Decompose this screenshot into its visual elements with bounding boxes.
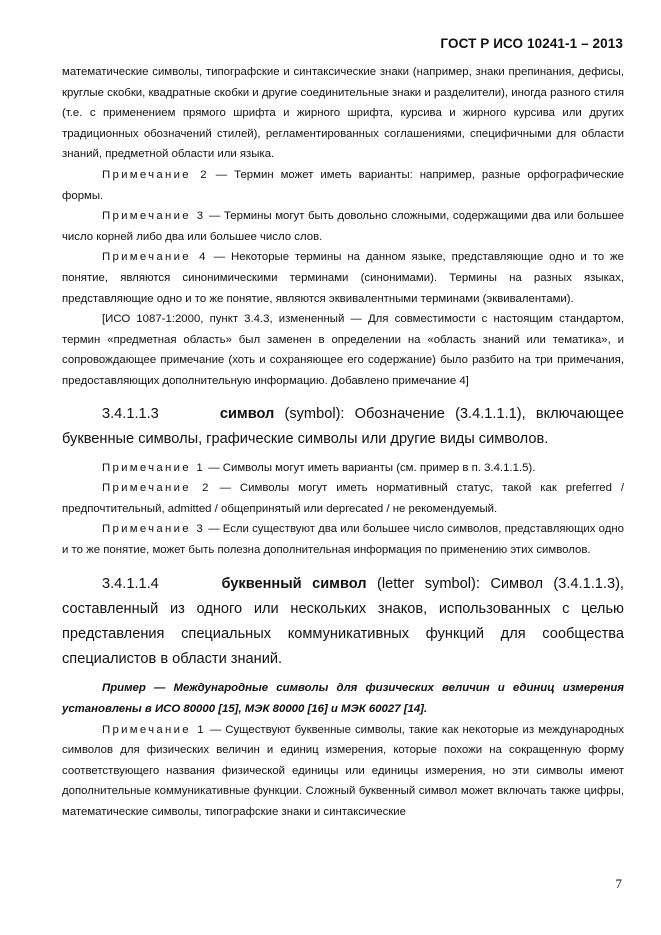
note-label: Примечание 1 xyxy=(102,461,206,474)
clause-3-4-1-1-4 xyxy=(62,572,624,672)
paragraph-continuation: математические символы, типографские и синтаксические знаки (например, знаки препинания, дефисы, круглые скобки, квадратные скобки и другие соединительные знаки и разделители), иногда разного стиля (т.е. с применением прямого шрифта и жирного шрифта, курсива и жирного курсива или других традиционных обозначений стилей), регламентированных соглашениями, специфичными для области знаний, предметной области или языка. xyxy=(62,66,624,161)
note-text: — Символы могут иметь нормативный статус, такой как preferred / предпочтительный, admitted / общепринятый или deprecated / не рекомендуемый. xyxy=(62,482,624,515)
note-text: — Некоторые термины на данном языке, представляющие одно и то же понятие, являются синонимическими терминами (синонимами). Термины на разных языках, представляющие одно и то же понятие, являются эквивалентными терминами (эквивалентами). xyxy=(62,251,624,305)
note-label: Примечание 3 xyxy=(102,523,206,536)
symbol-note-2 xyxy=(62,478,624,519)
note-label: Примечание 1 xyxy=(102,723,206,736)
note-text: — Термины могут быть довольно сложными, содержащими два или большее число корней либо два или большее число слов. xyxy=(62,210,624,243)
note-text: — Термин может иметь варианты: например, разные орфографические формы. xyxy=(62,168,624,202)
page-content xyxy=(62,62,624,823)
note-text: — Существуют буквенные символы, такие как некоторые из международных символов для физических величин и единиц измерения, которые похожи на сокращенную форму соответствующего названия физической единицы или единицы измерения, но эти символы имеют дополнительные коммуникативные функции. Сложный буквенный символ может включать также цифры, математические символы, типографские знаки и синтаксические xyxy=(62,723,624,819)
clause-term: символ xyxy=(219,405,275,422)
source-reference: [ИСО 1087-1:2000, пункт 3.4.3, измененный — Для совместимости с настоящим стандартом, термин «предметная область» был заменен в определении на «область знаний или тематика», и сопровождающее примечание (хоть и сохраняющее его содержание) было разбито на три примечания, предоставляющих дополнительную информацию. Добавлено примечание 4] xyxy=(62,313,624,387)
page-number: 7 xyxy=(615,876,622,891)
note-text: — Если существуют два или большее число символов, представляющих одно и то же понятие, может быть полезна дополнительная информация по применению этих символов. xyxy=(62,523,625,556)
note-3 xyxy=(62,206,624,247)
note-2 xyxy=(62,165,624,206)
example: Пример — Международные символы для физических величин и единиц измерения установлены в ИСО 80000 [15], МЭК 80000 [16] и МЭК 60027 [14]. xyxy=(62,682,624,716)
clause-number: 3.4.1.1.4 xyxy=(102,576,159,593)
standard-header: ГОСТ Р ИСО 10241-1 – 2013 xyxy=(440,36,623,51)
note-label: Примечание 2 xyxy=(102,168,209,181)
note-4 xyxy=(62,247,624,309)
note-label: Примечание 4 xyxy=(102,251,208,264)
clause-term: буквенный символ xyxy=(221,576,367,593)
clause-definition: (letter symbol): Символ (3.4.1.1.3), составленный из одного или нескольких знаков, использованных с целью представления специальных коммуникативных функций для сообщества специалистов в области знаний. xyxy=(62,576,624,668)
note-label: Примечание 3 xyxy=(102,210,206,223)
symbol-note-3 xyxy=(62,519,624,560)
clause-number: 3.4.1.1.3 xyxy=(102,405,159,422)
note-label: Примечание 2 xyxy=(102,482,211,495)
clause-3-4-1-1-3 xyxy=(62,402,624,452)
clause-definition: (symbol): Обозначение (3.4.1.1.1), включающее буквенные символы, графические символы или другие виды символов. xyxy=(62,405,624,447)
letter-symbol-note-1 xyxy=(62,720,624,823)
symbol-note-1 xyxy=(62,458,624,479)
note-text: — Символы могут иметь варианты (см. пример в п. 3.4.1.1.5). xyxy=(205,461,536,474)
